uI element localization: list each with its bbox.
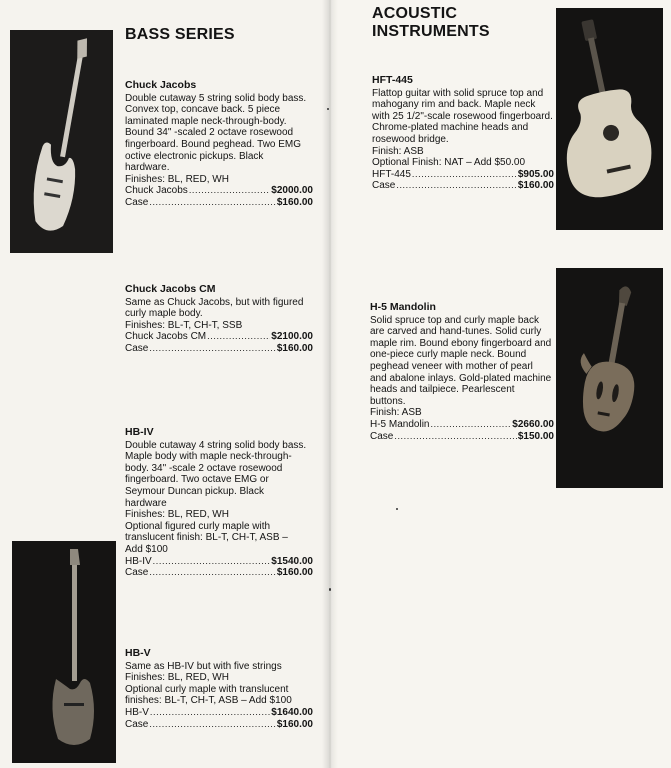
product-hb-v bbox=[125, 648, 313, 730]
price-amount: $2660.00 bbox=[512, 418, 554, 430]
price-label: H-5 Mandolin bbox=[370, 418, 430, 430]
price-row bbox=[370, 419, 554, 431]
dot-leader bbox=[149, 567, 275, 579]
bass-guitar-image bbox=[10, 30, 113, 253]
price-amount: $2000.00 bbox=[271, 185, 313, 197]
price-amount: $150.00 bbox=[517, 430, 554, 442]
price-amount: $1640.00 bbox=[271, 706, 313, 718]
dot-leader bbox=[149, 197, 275, 209]
price-label: Chuck Jacobs CM bbox=[125, 331, 207, 343]
bass-series-heading: BASS SERIES bbox=[125, 26, 235, 43]
price-amount: $2100.00 bbox=[271, 331, 313, 343]
price-amount: $160.00 bbox=[276, 196, 313, 208]
product-description: Solid spruce top and curly maple back are carved and hand-tunes. Solid curly maple rim. Bound ebony fingerboard and one-piece curly maple neck. Bound peghead veneer with mother of pearl and abalone inlays. Gold-plated machine heads and tailpiece. Pearlescent buttons. bbox=[370, 314, 552, 407]
chuck-jacobs-photo bbox=[10, 30, 113, 253]
price-label: Case bbox=[125, 196, 149, 208]
product-hft-445 bbox=[372, 75, 554, 192]
product-hb-iv bbox=[125, 427, 313, 579]
acoustic-guitar-image bbox=[556, 8, 663, 230]
product-description: Double cutaway 4 string solid body bass. Maple body with maple neck-through- body. 34" -scale 2 octave rosewood fingerboard. Two octave EMG or Seymour Duncan pickup. Black hardware bbox=[125, 439, 307, 509]
price-row bbox=[125, 567, 313, 579]
price-row bbox=[125, 707, 313, 719]
price-label: Case bbox=[372, 180, 396, 192]
page-gutter bbox=[322, 0, 338, 768]
price-label: HB-V bbox=[125, 706, 149, 718]
price-label: HFT-445 bbox=[372, 168, 411, 180]
price-row bbox=[125, 719, 313, 731]
dot-leader bbox=[149, 343, 275, 355]
product-name: Chuck Jacobs CM bbox=[125, 283, 216, 295]
price-amount: $1540.00 bbox=[271, 555, 313, 567]
mandolin-image bbox=[556, 268, 663, 488]
dot-leader bbox=[394, 431, 516, 443]
dot-leader bbox=[189, 185, 270, 197]
product-description: Double cutaway 5 string solid body bass. Convex top, concave back. 5 piece laminated maple neck-through-body. Bound 34" -scaled 2 octave rosewood fingerboard. Bound peghead. Two EMG octive electronic pickups. Black hardware. bbox=[125, 92, 307, 174]
product-option: Optional figured curly maple with translucent finish: BL-T, CH-T, ASB – Add $100 bbox=[125, 520, 288, 555]
product-description: Flattop guitar with solid spruce top and mahogany rim and back. Maple neck with 25 1/2"-scale rosewood fingerboard. Chrome-plated machine heads and rosewood bridge. bbox=[372, 87, 553, 145]
price-amount: $160.00 bbox=[276, 718, 313, 730]
price-label: Case bbox=[125, 342, 149, 354]
price-row bbox=[125, 556, 313, 568]
product-finishes: Finish: ASB bbox=[372, 145, 424, 157]
print-speck bbox=[327, 108, 329, 110]
dot-leader bbox=[412, 169, 517, 181]
price-label: Case bbox=[125, 718, 149, 730]
product-finishes: Finishes: BL, RED, WH bbox=[125, 173, 229, 185]
product-finishes: Finishes: BL-T, CH-T, SSB bbox=[125, 319, 243, 331]
dot-leader bbox=[207, 331, 270, 343]
product-name: H-5 Mandolin bbox=[370, 301, 436, 313]
price-row bbox=[372, 169, 554, 181]
price-row bbox=[125, 185, 313, 197]
hb-v-photo bbox=[12, 541, 116, 763]
bass-guitar-image bbox=[12, 541, 116, 763]
dot-leader bbox=[396, 180, 516, 192]
product-name: Chuck Jacobs bbox=[125, 79, 197, 91]
price-amount: $160.00 bbox=[276, 342, 313, 354]
price-amount: $160.00 bbox=[517, 180, 554, 192]
product-chuck-jacobs-cm bbox=[125, 284, 313, 355]
dot-leader bbox=[150, 707, 270, 719]
price-row bbox=[372, 180, 554, 192]
product-name: HFT-445 bbox=[372, 74, 413, 86]
hft-445-photo bbox=[556, 8, 663, 230]
product-chuck-jacobs bbox=[125, 80, 313, 209]
price-row bbox=[125, 197, 313, 209]
dot-leader bbox=[153, 556, 271, 568]
h5-mandolin-photo bbox=[556, 268, 663, 488]
dot-leader bbox=[149, 719, 275, 731]
product-option: Optional Finish: NAT – Add $50.00 bbox=[372, 157, 526, 169]
product-h5-mandolin bbox=[370, 302, 554, 442]
price-label: HB-IV bbox=[125, 555, 152, 567]
price-label: Chuck Jacobs bbox=[125, 185, 188, 197]
product-finishes: Finish: ASB bbox=[370, 407, 422, 419]
dot-leader bbox=[430, 419, 511, 431]
price-amount: $160.00 bbox=[276, 567, 313, 579]
product-name: HB-IV bbox=[125, 426, 154, 438]
product-description: Same as Chuck Jacobs, but with figured curly maple body. bbox=[125, 296, 304, 320]
price-row bbox=[125, 331, 313, 343]
acoustic-instruments-heading: ACOUSTIC INSTRUMENTS bbox=[372, 5, 490, 40]
price-amount: $905.00 bbox=[517, 168, 554, 180]
price-label: Case bbox=[370, 430, 394, 442]
price-label: Case bbox=[125, 567, 149, 579]
price-row bbox=[125, 343, 313, 355]
product-finishes: Finishes: BL, RED, WH bbox=[125, 509, 229, 521]
price-row bbox=[370, 431, 554, 443]
print-speck bbox=[329, 588, 331, 591]
product-option: Optional curly maple with translucent finishes: BL-T, CH-T, ASB – Add $100 bbox=[125, 683, 292, 707]
product-description: Same as HB-IV but with five strings bbox=[125, 660, 282, 672]
print-speck bbox=[396, 508, 398, 510]
product-finishes: Finishes: BL, RED, WH bbox=[125, 672, 229, 684]
product-name: HB-V bbox=[125, 647, 151, 659]
